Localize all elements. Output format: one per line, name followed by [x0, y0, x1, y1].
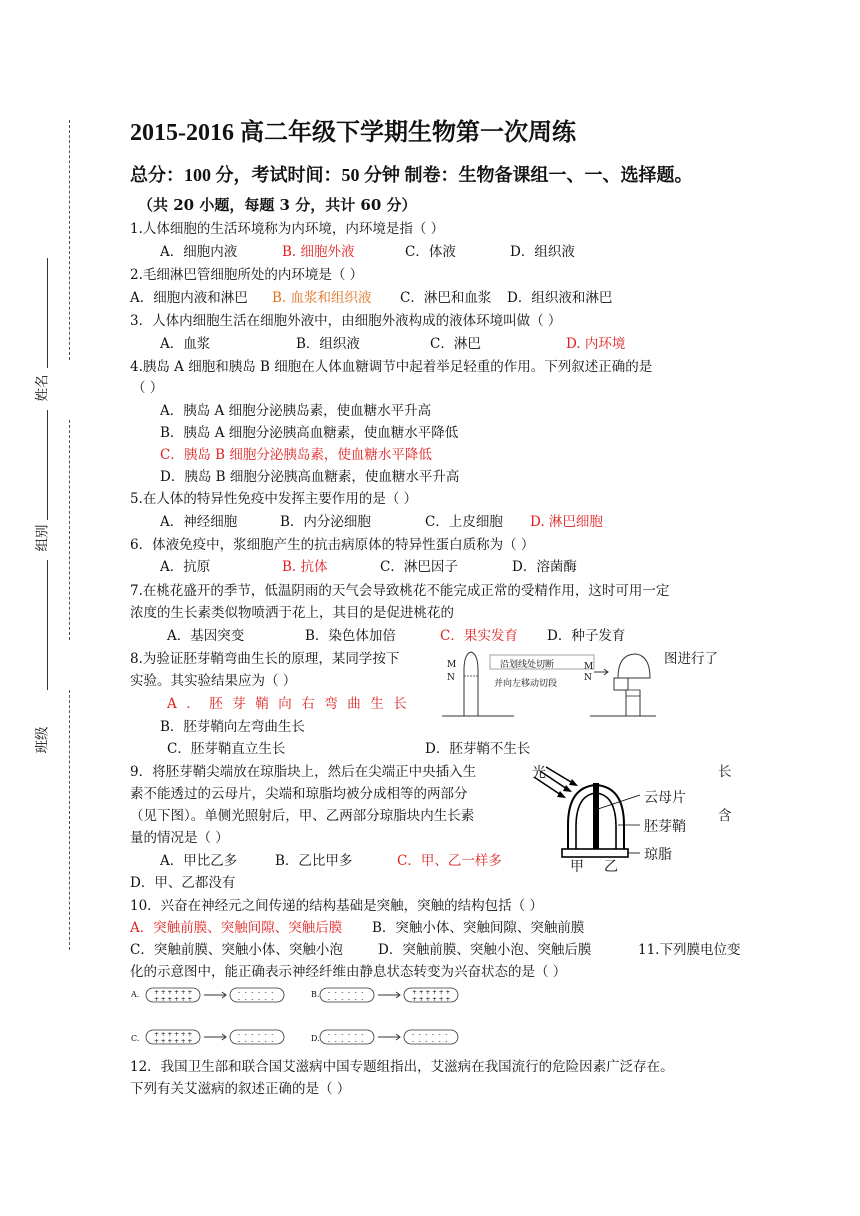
- charge-mark: +: [174, 996, 180, 1003]
- charge-mark: +: [438, 996, 444, 1003]
- q12-stem-line2: 下列有关艾滋病的叙述正确的是（ ）: [130, 1081, 351, 1097]
- charge-mark: +: [180, 1031, 186, 1038]
- q7-option-b: B．染色体加倍: [305, 628, 396, 644]
- q8-option-a: A．胚芽鞘向右弯曲生长: [167, 696, 417, 712]
- charge-mark: -: [271, 1038, 274, 1045]
- q6-option-c: C．淋巴因子: [380, 559, 458, 575]
- q8-fig-m: M: [447, 660, 457, 670]
- charge-mark: -: [361, 1031, 364, 1038]
- binding-dashed-line-top: [69, 120, 70, 360]
- charge-mark: -: [264, 989, 267, 996]
- charge-mark: +: [160, 989, 166, 996]
- charge-mark: -: [334, 1038, 337, 1045]
- charge-mark: -: [271, 1031, 274, 1038]
- q9-fig-yi: 乙: [604, 859, 618, 875]
- charge-mark: +: [418, 996, 424, 1003]
- q10-option-b: B．突触小体、突触间隙、突触前膜: [372, 920, 585, 936]
- q11-stem-head: 11.下列膜电位变: [638, 942, 741, 958]
- charge-mark: -: [238, 1038, 241, 1045]
- q1-option-d: D．组织液: [510, 244, 575, 260]
- q8-fig-n2: N: [584, 673, 592, 683]
- charge-mark: -: [251, 1031, 254, 1038]
- q1-option-a: A．细胞内液: [160, 244, 238, 260]
- charge-mark: -: [361, 996, 364, 1003]
- q4-option-c: C．胰岛 B 细胞分泌胰岛素，使血糖水平降低: [160, 447, 432, 463]
- charge-mark: -: [244, 1038, 247, 1045]
- charge-mark: +: [438, 989, 444, 996]
- charge-mark: -: [251, 1038, 254, 1045]
- q9-stem-line4: 量的情况是（ ）: [130, 830, 229, 846]
- charge-mark: -: [264, 996, 267, 1003]
- charge-mark: -: [348, 989, 351, 996]
- q5-option-a: A．神经细胞: [160, 514, 238, 530]
- section-note: （共 20 小题，每题 3 分，共计 60 分）: [138, 196, 417, 214]
- name-blank-line-2: [47, 410, 48, 520]
- q8-fig-move-label: 并向左移动切段: [494, 679, 558, 689]
- charge-mark: +: [412, 989, 418, 996]
- charge-mark: +: [160, 1038, 166, 1045]
- q9-stem-line3: （见下图）。单侧光照射后，甲、乙两部分琼脂块内生长素: [130, 808, 475, 824]
- q3-option-a: A．血浆: [160, 336, 211, 352]
- q6-option-d: D．溶菌酶: [512, 559, 577, 575]
- q9-option-d: D．甲、乙都没有: [130, 875, 236, 891]
- q1-option-b: B. 细胞外液: [282, 244, 355, 260]
- q7-stem-line2: 浓度的生长素类似物喷洒于花上，其目的是促进桃花的: [130, 605, 454, 621]
- side-label-group: 组别: [34, 524, 51, 552]
- q9-option-a: A．甲比乙多: [160, 853, 238, 869]
- q9-option-c: C．甲、乙一样多: [397, 853, 502, 869]
- charge-mark: +: [180, 989, 186, 996]
- charge-mark: +: [167, 996, 173, 1003]
- q2-option-a: A．细胞内液和淋巴: [130, 290, 248, 306]
- charge-mark: +: [187, 1038, 193, 1045]
- charge-mark: +: [445, 989, 451, 996]
- charge-mark: +: [180, 996, 186, 1003]
- q5-option-c: C．上皮细胞: [425, 514, 503, 530]
- charge-mark: -: [258, 989, 261, 996]
- charge-mark: -: [271, 989, 274, 996]
- q8-fig-cut-label: 沿划线处切断: [500, 660, 555, 670]
- charge-mark: -: [354, 996, 357, 1003]
- charge-mark: -: [271, 996, 274, 1003]
- q10-option-c: C．突触前膜、突触小体、突触小泡: [130, 942, 343, 958]
- charge-mark: -: [244, 1031, 247, 1038]
- charge-mark: -: [328, 1038, 331, 1045]
- page-title: 2015-2016 高二年级下学期生物第一次周练: [130, 120, 576, 146]
- charge-mark: -: [328, 996, 331, 1003]
- charge-mark: -: [244, 996, 247, 1003]
- q10-option-a: A．突触前膜、突触间隙、突触后膜: [130, 920, 343, 936]
- q9-fig-mica: 云母片: [644, 790, 686, 806]
- charge-mark: -: [418, 1031, 421, 1038]
- q3-option-c: C．淋巴: [430, 336, 481, 352]
- charge-mark: +: [187, 989, 193, 996]
- q8-stem-line1-tail: 图进行了: [664, 651, 718, 667]
- charge-mark: +: [425, 989, 431, 996]
- q10-stem: 10．兴奋在神经元之间传递的结构基础是突触，突触的结构包括（ ）: [130, 898, 543, 914]
- group-blank-line: [47, 560, 48, 690]
- charge-mark: -: [348, 996, 351, 1003]
- q11-label-b: B.: [311, 990, 320, 999]
- charge-mark: +: [180, 1038, 186, 1045]
- binding-dashed-line-mid: [69, 420, 70, 640]
- q2-option-b: B. 血浆和组织液: [272, 290, 372, 306]
- charge-mark: -: [258, 1031, 261, 1038]
- charge-mark: -: [438, 1031, 441, 1038]
- charge-mark: -: [418, 1038, 421, 1045]
- q11-label-a: A.: [131, 990, 140, 999]
- binding-dashed-line-bottom: [69, 690, 70, 950]
- q2-option-d: D．组织液和淋巴: [507, 290, 613, 306]
- q8-fig-n: N: [447, 673, 455, 683]
- name-blank-line: [47, 258, 48, 368]
- charge-mark: -: [264, 1031, 267, 1038]
- q11-stem-line2: 化的示意图中，能正确表示神经纤维由静息状态转变为兴奋状态的是（ ）: [130, 964, 567, 980]
- q3-stem: 3．人体内细胞生活在细胞外液中，由细胞外液构成的液体环境叫做（ ）: [130, 313, 562, 329]
- charge-mark: -: [432, 1031, 435, 1038]
- charge-mark: +: [187, 996, 193, 1003]
- charge-mark: -: [334, 1031, 337, 1038]
- q6-stem: 6．体液免疫中，浆细胞产生的抗击病原体的特异性蛋白质称为（ ）: [130, 537, 535, 553]
- q9-fig-jia: 甲: [570, 859, 584, 875]
- charge-mark: -: [264, 1038, 267, 1045]
- charge-mark: +: [187, 1031, 193, 1038]
- q5-stem: 5.在人体的特异性免疫中发挥主要作用的是（ ）: [130, 491, 418, 507]
- charge-mark: -: [258, 1038, 261, 1045]
- charge-mark: +: [174, 1038, 180, 1045]
- charge-mark: -: [361, 1038, 364, 1045]
- charge-mark: +: [418, 989, 424, 996]
- q4-option-d: D．胰岛 B 细胞分泌胰高血糖素，使血糖水平升高: [160, 469, 460, 485]
- charge-mark: +: [174, 1031, 180, 1038]
- q9-fig-agar: 琼脂: [644, 847, 672, 863]
- exam-info: 总分：100 分，考试时间：50 分钟 制卷：生物备课组一、一、选择题。: [130, 165, 693, 185]
- charge-mark: -: [328, 989, 331, 996]
- charge-mark: +: [154, 1038, 160, 1045]
- q9-fig-sheath: 胚芽鞘: [644, 819, 686, 835]
- charge-mark: +: [160, 996, 166, 1003]
- q12-stem-line1: 12．我国卫生部和联合国艾滋病中国专题组指出，艾滋病在我国流行的危险因素广泛存在。: [130, 1059, 674, 1075]
- charge-mark: -: [354, 1031, 357, 1038]
- charge-mark: -: [425, 1038, 428, 1045]
- charge-mark: -: [425, 1031, 428, 1038]
- charge-mark: +: [432, 989, 438, 996]
- charge-mark: -: [328, 1031, 331, 1038]
- charge-mark: +: [174, 989, 180, 996]
- charge-mark: -: [251, 989, 254, 996]
- q5-option-b: B．内分泌细胞: [280, 514, 371, 530]
- charge-mark: +: [412, 996, 418, 1003]
- charge-mark: -: [334, 996, 337, 1003]
- arrow-icon: [204, 992, 226, 998]
- q9-fig-light: 光: [532, 765, 546, 781]
- q9-stem-line3-tail: 含: [718, 808, 732, 824]
- q8-stem-line2: 实验。其实验结果应为（ ）: [130, 673, 297, 689]
- q2-option-c: C．淋巴和血浆: [400, 290, 492, 306]
- arrow-icon: [204, 1034, 226, 1040]
- side-label-class: 班级: [34, 726, 51, 754]
- arrow-icon: [378, 992, 400, 998]
- charge-mark: -: [348, 1031, 351, 1038]
- q11-label-d: D.: [311, 1034, 320, 1043]
- q5-option-d: D. 淋巴细胞: [530, 514, 603, 530]
- charge-mark: -: [445, 1031, 448, 1038]
- charge-mark: -: [341, 1031, 344, 1038]
- q9-stem-line1-tail: 长: [718, 764, 732, 780]
- charge-mark: -: [341, 1038, 344, 1045]
- charge-mark: +: [167, 989, 173, 996]
- q8-option-c: C．胚芽鞘直立生长: [167, 741, 286, 757]
- charge-mark: -: [238, 989, 241, 996]
- charge-mark: -: [341, 996, 344, 1003]
- q3-option-b: B．组织液: [296, 336, 360, 352]
- charge-mark: -: [244, 989, 247, 996]
- side-label-name: 姓名: [34, 374, 51, 402]
- charge-mark: +: [167, 1038, 173, 1045]
- charge-mark: +: [167, 1031, 173, 1038]
- charge-mark: -: [348, 1038, 351, 1045]
- q6-option-b: B. 抗体: [282, 559, 328, 575]
- charge-mark: +: [154, 1031, 160, 1038]
- charge-mark: +: [154, 989, 160, 996]
- q7-option-d: D．种子发育: [547, 628, 626, 644]
- q8-stem-line1: 8.为验证胚芽鞘弯曲生长的原理，某同学按下: [130, 651, 400, 667]
- q8-option-b: B．胚芽鞘向左弯曲生长: [160, 719, 305, 735]
- charge-mark: -: [412, 1031, 415, 1038]
- charge-mark: -: [438, 1038, 441, 1045]
- charge-mark: +: [445, 996, 451, 1003]
- q1-stem: 1.人体细胞的生活环境称为内环境，内环境是指（ ）: [130, 221, 445, 237]
- q3-option-d: D. 内环境: [566, 336, 626, 352]
- q9-option-b: B．乙比甲多: [275, 853, 353, 869]
- q1-option-c: C．体液: [405, 244, 456, 260]
- charge-mark: -: [412, 1038, 415, 1045]
- charge-mark: +: [160, 1031, 166, 1038]
- q4-option-a: A．胰岛 A 细胞分泌胰岛素，使血糖水平升高: [160, 403, 432, 419]
- charge-mark: +: [432, 996, 438, 1003]
- charge-mark: +: [425, 996, 431, 1003]
- charge-mark: -: [258, 996, 261, 1003]
- q4-option-b: B．胰岛 A 细胞分泌胰高血糖素，使血糖水平降低: [160, 425, 459, 441]
- q4-paren: （ ）: [132, 380, 164, 396]
- q7-option-a: A．基因突变: [167, 628, 245, 644]
- charge-mark: -: [361, 989, 364, 996]
- charge-mark: -: [238, 996, 241, 1003]
- q9-stem-line1: 9．将胚芽鞘尖端放在琼脂块上，然后在尖端正中央插入生: [130, 764, 477, 780]
- q7-option-c: C．果实发育: [440, 628, 518, 644]
- q8-fig-m2: M: [584, 662, 594, 672]
- q9-stem-line2: 素不能透过的云母片，尖端和琼脂均被分成相等的两部分: [130, 786, 468, 802]
- q10-option-d: D．突触前膜、突触小泡、突触后膜: [378, 942, 592, 958]
- charge-mark: +: [154, 996, 160, 1003]
- q6-option-a: A．抗原: [160, 559, 211, 575]
- charge-mark: -: [432, 1038, 435, 1045]
- charge-mark: -: [445, 1038, 448, 1045]
- membrane-potential-diagrams: [140, 980, 500, 1048]
- q11-label-c: C.: [131, 1034, 140, 1043]
- charge-mark: -: [238, 1031, 241, 1038]
- q2-stem: 2.毛细淋巴管细胞所处的内环境是（ ）: [130, 267, 364, 283]
- q7-stem-line1: 7.在桃花盛开的季节，低温阴雨的天气会导致桃花不能完成正常的受精作用，这时可用一定: [130, 583, 670, 599]
- charge-mark: -: [251, 996, 254, 1003]
- charge-mark: -: [341, 989, 344, 996]
- q4-stem: 4.胰岛 A 细胞和胰岛 B 细胞在人体血糖调节中起着举足轻重的作用。下列叙述正确的是: [130, 359, 653, 375]
- charge-mark: -: [354, 1038, 357, 1045]
- q8-option-d: D．胚芽鞘不生长: [425, 741, 531, 757]
- arrow-icon: [378, 1034, 400, 1040]
- charge-mark: -: [354, 989, 357, 996]
- charge-mark: -: [334, 989, 337, 996]
